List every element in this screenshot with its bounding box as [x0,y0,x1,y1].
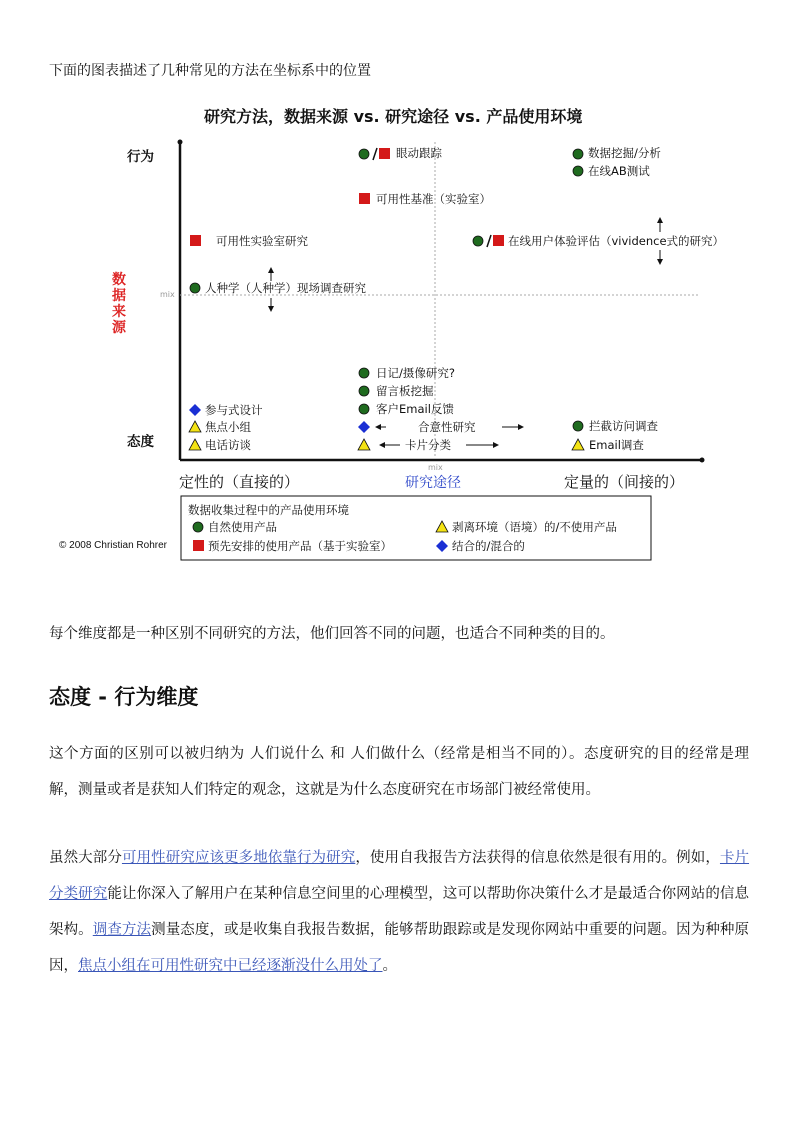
link-survey-methods[interactable]: 调查方法 [92,922,152,938]
decontext-marker [189,439,201,450]
natural-marker [573,421,583,431]
method-desirability: 合意性研究 [418,420,476,434]
x-axis-title: 研究途径 [405,475,461,491]
method-email-feedback: 客户Email反馈 [376,402,454,416]
intro-text: 下面的图表描述了几种常见的方法在坐标系中的位置 [49,63,371,79]
method-lab-study: 可用性实验室研究 [216,234,308,248]
y-axis-bottom-label: 态度 [127,434,154,450]
scripted-marker [359,193,370,204]
method-focus-group: 焦点小组 [205,420,251,434]
chart-title: 研究方法，数据来源 vs. 研究途径 vs. 产品使用环境 [204,107,583,126]
link-focus-groups[interactable]: 焦点小组在可用性研究中已经逐渐没什么用处了 [78,958,383,974]
decontext-marker [189,421,201,432]
method-ab-test: 在线AB测试 [588,164,650,178]
method-online-ux: 在线用户体验评估（vividence式的研究） [508,234,725,248]
mix-label-x: mix [428,463,443,472]
link-card-sorting[interactable]: 卡片分类研究 [49,850,750,902]
x-axis-left-label: 定性的（直接的） [179,473,300,491]
scripted-marker [190,235,201,246]
natural-marker [473,236,483,246]
method-data-mining: 数据挖掘/分析 [588,146,661,160]
natural-marker [359,404,369,414]
natural-marker [359,386,369,396]
decontext-marker [572,439,584,450]
figure-credit: © 2008 Christian Rohrer [59,540,167,551]
method-participatory: 参与式设计 [205,403,263,417]
legend-decontext: 剥离环境（语境）的/不使用产品 [452,520,617,534]
decontext-marker [358,439,370,450]
mix-label-y: mix [160,290,175,299]
text-segment: 能让你深入了解用户在某种信息空间里的心理模型，这可以帮助你决策什么才是最适合你网站的信息架构。 [49,886,749,938]
scripted-marker [379,148,390,159]
legend-combined: 结合的/混合的 [452,539,525,553]
method-eye-tracking: 眼动跟踪 [396,146,442,160]
method-email-survey: Email调查 [589,438,644,452]
natural-marker [190,283,200,293]
natural-marker [359,149,369,159]
paragraph-attitude-behavior: 这个方面的区别可以被归纳为 人们说什么 和 人们做什么（经常是相当不同的）。态度研究的目的经常是理解，测量或者是获知人们特定的观念，这就是为什么态度研究在市场部门被经常使用。 [49,746,749,798]
combined-marker [189,404,201,416]
legend-natural: 自然使用产品 [208,520,277,534]
paragraph-self-report [49,840,749,984]
method-intercept: 拦截访问调查 [589,419,658,433]
combined-marker [358,421,370,433]
method-benchmark: 可用性基准（实验室） [376,192,491,206]
natural-marker [573,166,583,176]
legend-scripted: 预先安排的使用产品（基于实验室） [208,539,392,553]
y-axis-top-label: 行为 [127,149,154,165]
text-segment: 虽然大部分 [49,850,122,866]
natural-marker [573,149,583,159]
paragraph-dimensions: 每个维度都是一种区别不同研究的方法，他们回答不同的问题，也适合不同种类的目的。 [49,626,615,642]
method-card-sort: 卡片分类 [405,438,451,452]
x-axis-right-label: 定量的（间接的） [564,473,685,491]
text-segment: 。 [382,958,397,974]
section-heading: 态度 - 行为维度 [49,685,199,709]
scripted-marker [493,235,504,246]
text-segment: ，使用自我报告方法获得的信息依然是很有用的。例如， [355,850,720,866]
link-behavioral-research[interactable]: 可用性研究应该更多地依靠行为研究 [121,850,356,866]
method-message-board: 留言板挖掘 [376,384,434,398]
method-ethnography: 人种学（人种学）现场调查研究 [205,281,366,295]
method-diary: 日记/摄像研究? [376,366,455,380]
natural-marker [359,368,369,378]
method-phone-interview: 电话访谈 [205,438,251,452]
legend-title: 数据收集过程中的产品使用环境 [188,503,349,517]
y-axis-title: 数据来源 [112,272,126,336]
text-segment: 测量态度，或是收集自我报告数据，能够帮助跟踪或是发现你网站中重要的问题。因为种种原因， [49,922,750,974]
